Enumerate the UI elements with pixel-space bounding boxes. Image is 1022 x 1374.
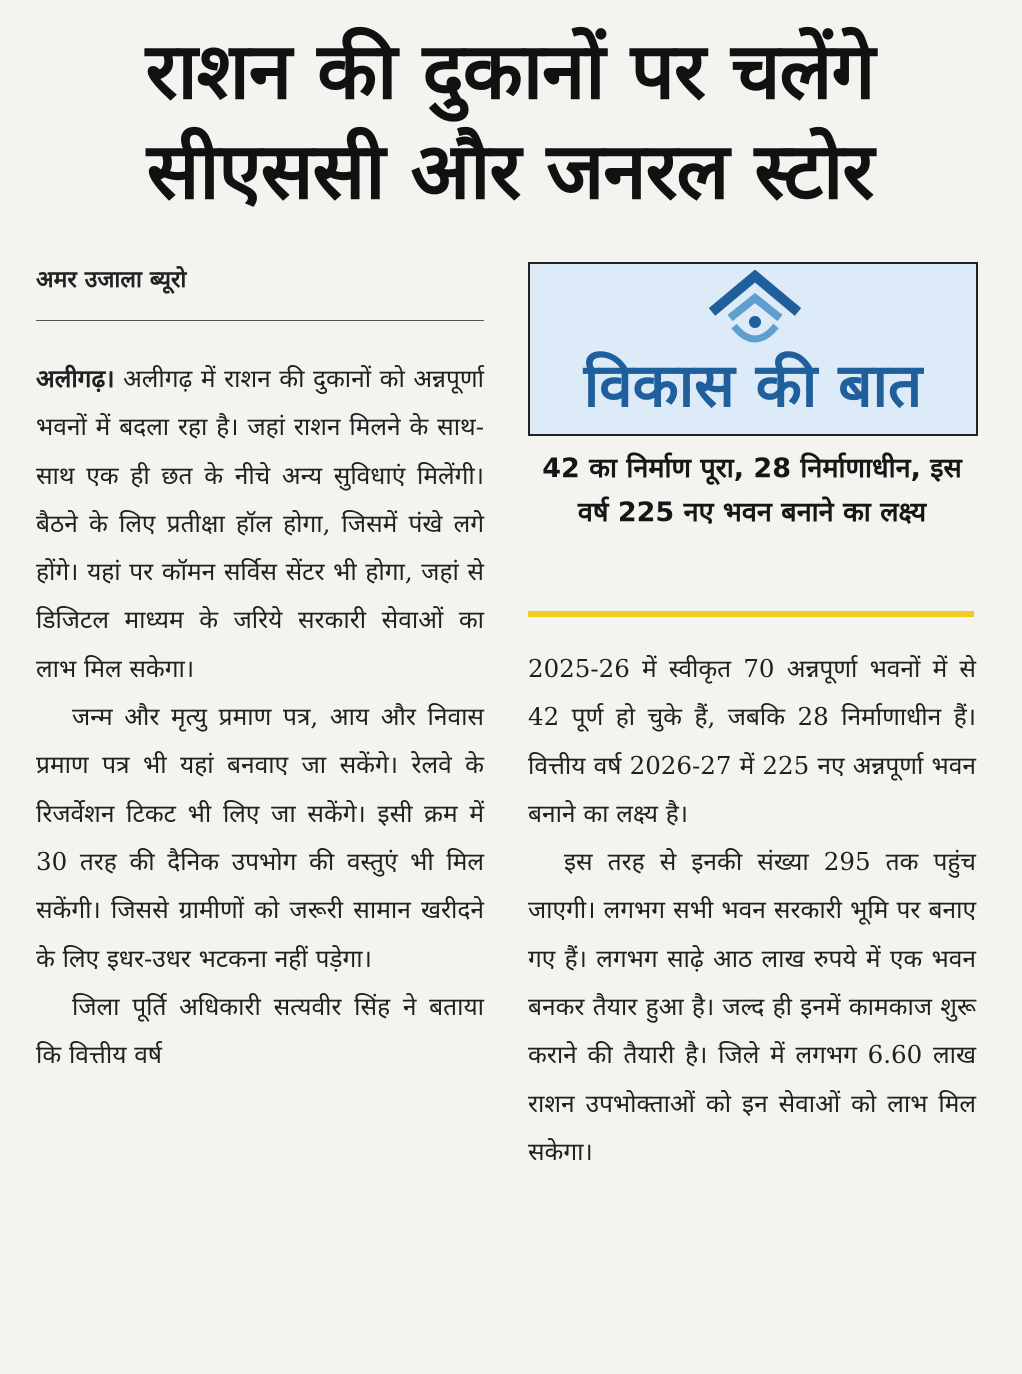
byline-divider (36, 320, 484, 321)
right-paragraph-1: 2025-26 में स्वीकृत 70 अन्नपूर्णा भवनों में से 42 पूर्ण हो चुके हैं, जबकि 28 निर्माणाधीन हैं। वित्तीय वर्ष 2026-27 में 225 नए अन्नपूर्णा भवन बनाने का लक्ष्य है। (528, 654, 976, 828)
gold-divider (528, 611, 974, 617)
right-column (528, 645, 976, 1176)
right-paragraph-2: इस तरह से इनकी संख्या 295 तक पहुंच जाएगी। लगभग सभी भवन सरकारी भूमि पर बनाए गए हैं। लगभग साढ़े आठ लाख रुपये में एक भवन बनकर तैयार हुआ है। जल्द ही इनमें कामकाज शुरू कराने की तैयारी है। जिले में लगभग 6.60 लाख राशन उपभोक्ताओं को इन सेवाओं को लाभ मिल सकेगा। (528, 847, 976, 1166)
logo-title: विकास की बात (583, 351, 923, 421)
left-paragraph-1-text: अलीगढ़ में राशन की दुकानों को अन्नपूर्णा भवनों में बदला रहा है। जहां राशन मिलने के साथ-साथ एक ही छत के नीचे अन्य सुविधाएं मिलेंगी। बैठने के लिए प्रतीक्षा हॉल होगा, जिसमें पंखे लगे होंगे। यहां पर कॉमन सर्विस सेंटर भी होगा, जहां से डिजिटल माध्यम के जरिये सरकारी सेवाओं का लाभ मिल सकेगा। (36, 364, 484, 683)
house-shield-icon (700, 270, 810, 350)
dateline: अलीगढ़। (36, 364, 115, 393)
vikas-ki-baat-logo-box (528, 262, 978, 436)
left-paragraph-2: जन्म और मृत्यु प्रमाण पत्र, आय और निवास प्रमाण पत्र भी यहां बनवाए जा सकेंगे। रेलवे के रिजर्वेशन टिकट भी लिए जा सकेंगे। इसी क्रम में 30 तरह की दैनिक उपभोग की वस्तुएं भी मिल सकेंगी। जिससे ग्रामीणों को जरूरी सामान खरीदने के लिए इधर-उधर भटकना नहीं पड़ेगा। (36, 702, 484, 973)
headline-line-2: सीएससी और जनरल स्टोर (146, 127, 874, 217)
left-paragraph-3: जिला पूर्ति अधिकारी सत्यवीर सिंह ने बताया कि वित्तीय वर्ष (36, 991, 484, 1070)
sidebar-subhead: 42 का निर्माण पूरा, 28 निर्माणाधीन, इस वर्ष 225 नए भवन बनाने का लक्ष्य (542, 453, 962, 528)
left-paragraph-1 (36, 355, 484, 693)
headline-line-1: राशन की दुकानों पर चलेंगे (145, 27, 875, 117)
byline: अमर उजाला ब्यूरो (36, 267, 187, 293)
left-column (36, 355, 484, 1079)
headline (30, 22, 990, 222)
